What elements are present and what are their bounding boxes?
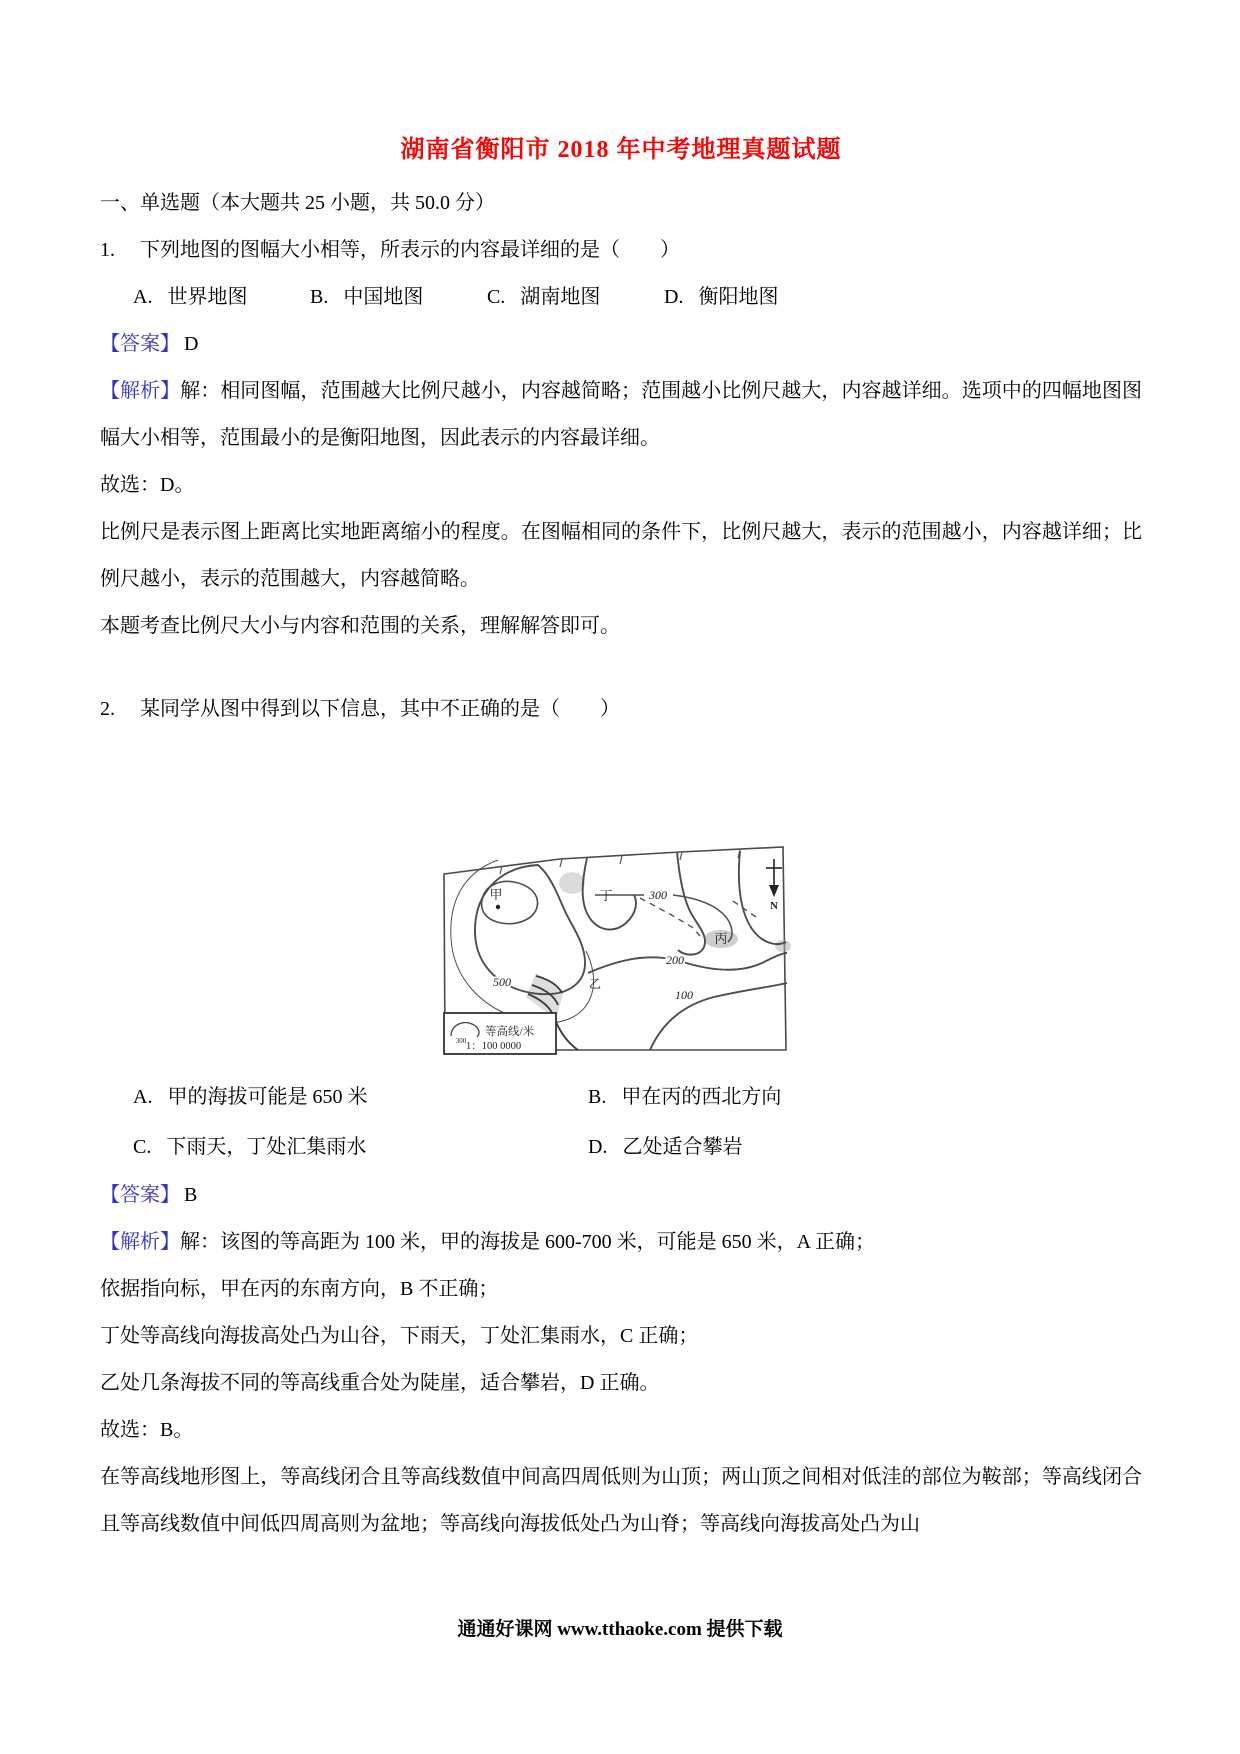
marker-ding: 丁: [599, 888, 613, 903]
question-2-text: 某同学从图中得到以下信息，其中不正确的是（ ）: [140, 698, 620, 720]
answer-label: 【答案】: [100, 333, 180, 355]
answer-label: 【答案】: [100, 1184, 180, 1206]
analysis-label: 【解析】: [100, 380, 181, 402]
north-label: N: [770, 900, 778, 912]
marker-yi: 乙: [588, 977, 602, 991]
contour-map-figure: [440, 843, 792, 1056]
question-1-answer: 【答案】 D: [100, 333, 199, 355]
marker-jia-dot: [496, 905, 500, 909]
option-1b: B. 中国地图: [310, 286, 424, 308]
option-2d: D. 乙处适合攀岩: [588, 1136, 743, 1158]
option-1d: D. 衡阳地图: [664, 286, 779, 308]
valley-contours: [583, 851, 787, 1050]
question-2-answer: 【答案】 B: [100, 1184, 198, 1206]
question-2-analysis-d: 乙处几条海拔不同的等高线重合处为陡崖，适合攀岩，D 正确。: [100, 1372, 660, 1394]
legend-label: 等高线/米: [485, 1026, 535, 1038]
question-1-analysis-choice: 故选：D。: [100, 474, 195, 496]
question-1-analysis: 【解析】解：相同图幅，范围越大比例尺越小，内容越简略；范围越小比例尺越大，内容越详细。选项中的四幅地图图幅大小相等，范围最小的是衡阳地图，因此表示的内容最详细。: [100, 380, 1143, 449]
question-2-analysis-choice: 故选：B。: [100, 1419, 194, 1441]
section-heading: 一、单选题（本大题共 25 小题，共 50.0 分）: [100, 192, 495, 214]
terrain-shade-edge: [775, 940, 791, 952]
valley-dashed-lines: [640, 898, 756, 936]
question-1-number: 1.: [100, 239, 115, 261]
page-footer: 通通好课网 www.tthaoke.com 提供下载: [457, 1619, 783, 1640]
contour-label-200: 200: [666, 953, 684, 967]
question-1-stem: [100, 227, 1142, 274]
legend-contour-value: 300: [455, 1037, 467, 1045]
analysis-label: 【解析】: [100, 1231, 180, 1253]
question-2-analysis: 【解析】解：该图的等高距为 100 米，甲的海拔是 600-700 米，可能是 650 米，A 正确；: [100, 1231, 875, 1253]
contour-label-300: 300: [649, 888, 667, 902]
question-2-analysis-b: 依据指向标，甲在丙的东南方向，B 不正确；: [100, 1278, 499, 1300]
contour-label-100: 100: [675, 988, 693, 1002]
page-content: [100, 0, 1142, 1548]
terrain-shade-ding: [559, 872, 585, 894]
marker-bing: 丙: [714, 931, 728, 946]
contour-label-500: 500: [493, 975, 511, 989]
question-1-analysis-note1: 比例尺是表示图上距离比实地距离缩小的程度。在图幅相同的条件下，比例尺越大，表示的范围越小，内容越详细；比例尺越小，表示的范围越大，内容越简略。: [100, 521, 1142, 590]
question-2-analysis-c: 丁处等高线向海拔高处凸为山谷，下雨天，丁处汇集雨水，C 正确；: [100, 1325, 699, 1347]
contour-map-svg: [440, 843, 792, 1056]
page-title: 湖南省衡阳市 2018 年中考地理真题试题: [400, 137, 842, 163]
question-1-text: 下列地图的图幅大小相等，所表示的内容最详细的是（ ）: [140, 239, 680, 261]
option-1a: A. 世界地图: [133, 286, 248, 308]
legend-scale: 1：100 0000: [466, 1041, 522, 1052]
question-2-analysis-note: 在等高线地形图上，等高线闭合且等高线数值中间高四周低则为山顶；两山顶之间相对低洼的部位为鞍部；等高线闭合且等高线数值中间低四周高则为盆地；等高线向海拔低处凸为山脊；等高线向海拔高处凸为山: [100, 1466, 1142, 1535]
north-arrow-icon: [766, 859, 782, 912]
question-1-options: [133, 274, 1142, 321]
question-2-stem: [100, 686, 1142, 733]
option-2a: A. 甲的海拔可能是 650 米: [133, 1086, 368, 1108]
option-2b: B. 甲在丙的西北方向: [588, 1086, 782, 1108]
question-1-analysis-note2: 本题考查比例尺大小与内容和范围的关系，理解解答即可。: [100, 615, 620, 637]
option-1c: C. 湖南地图: [487, 286, 601, 308]
question-2-options: [100, 1072, 1142, 1172]
map-legend: [444, 1013, 556, 1054]
question-2-number: 2.: [100, 698, 115, 720]
option-2c: C. 下雨天，丁处汇集雨水: [133, 1136, 367, 1158]
marker-jia: 甲: [489, 887, 503, 902]
